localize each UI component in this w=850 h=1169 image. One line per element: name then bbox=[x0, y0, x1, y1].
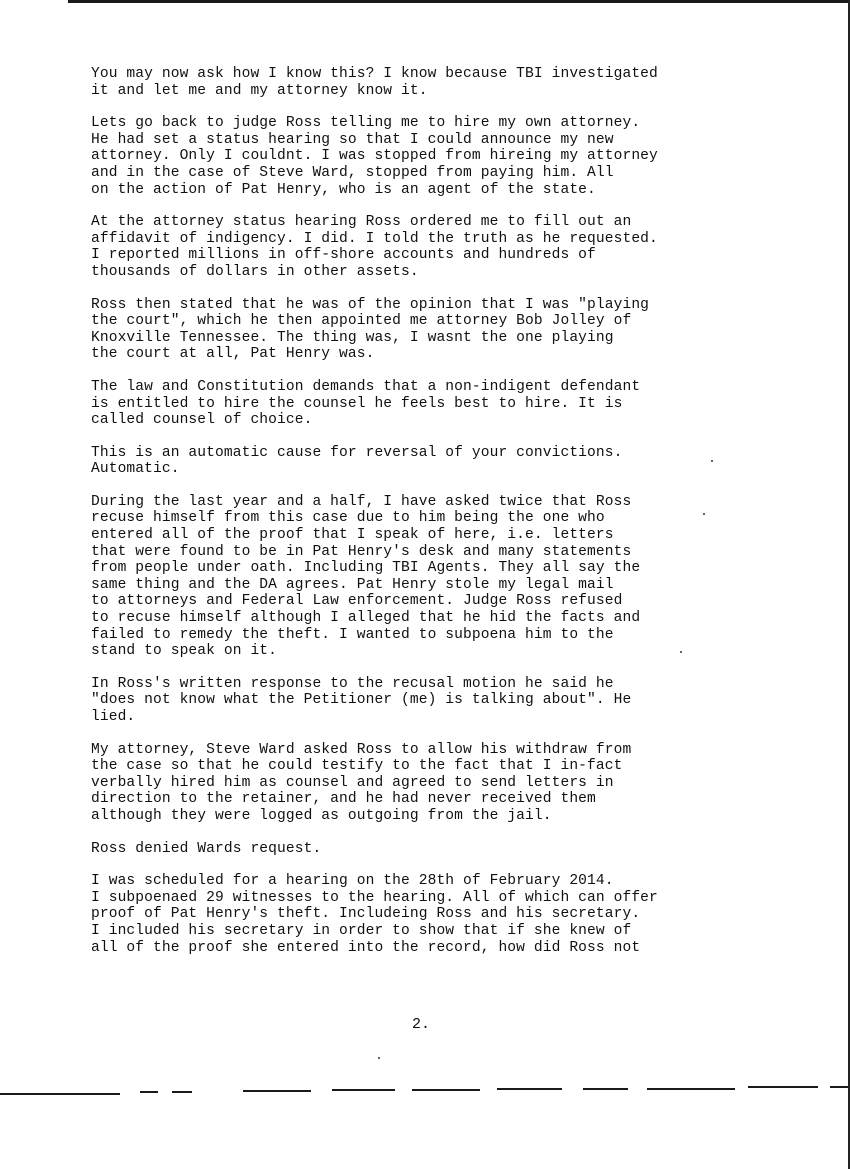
paragraph: I was scheduled for a hearing on the 28th of February 2014. I subpoenaed 29 witnesses to the hearing. All of which can offer proof of Pat Henry's theft. Includeing Ross and his secretary. I included his secretary in order to show that if she knew of all of the proof she entered into the record, how did Ross not bbox=[91, 873, 658, 956]
paragraph: Lets go back to judge Ross telling me to hire my own attorney. He had set a status hearing so that I could announce my new attorney. Only I couldnt. I was stopped from hireing my attorney and in the case of Steve Ward, stopped from paying him. All on the action of Pat Henry, who is an agent of the state. bbox=[91, 115, 658, 198]
page-number: 2. bbox=[412, 1016, 431, 1033]
footer-scan-line bbox=[0, 1093, 120, 1095]
footer-scan-line bbox=[497, 1088, 562, 1090]
paragraph: During the last year and a half, I have asked twice that Ross recuse himself from this case due to him being the one who entered all of the proof that I speak of here, i.e. letters that were found to be in Pat Henry's desk and many statements from people under oath. Including TBI Agents. They all say the same thing and the DA agrees. Pat Henry stole my legal mail to attorneys and Federal Law enforcement. Judge Ross refused to recuse himself although I alleged that he hid the facts and failed to remedy the theft. I wanted to subpoena him to the stand to speak on it. bbox=[91, 493, 641, 660]
scan-speck bbox=[378, 1057, 380, 1059]
footer-scan-line bbox=[412, 1089, 480, 1091]
paragraph: You may now ask how I know this? I know because TBI investigated it and let me and my attorney know it. bbox=[91, 66, 658, 99]
footer-scan-line bbox=[830, 1086, 848, 1088]
footer-scan-line bbox=[243, 1090, 311, 1092]
footer-scan-line bbox=[332, 1089, 395, 1091]
paragraph: My attorney, Steve Ward asked Ross to allow his withdraw from the case so that he could testify to the fact that I in-fact verbally hired him as counsel and agreed to send letters in direction to the retainer, and he had never received them although they were logged as outgoing from the jail. bbox=[91, 741, 632, 824]
paragraph: Ross denied Wards request. bbox=[91, 840, 322, 857]
footer-scan-line bbox=[172, 1091, 192, 1093]
top-scan-border bbox=[68, 0, 850, 3]
paragraph: This is an automatic cause for reversal of your convictions. Automatic. bbox=[91, 444, 623, 478]
letter-body bbox=[91, 66, 751, 972]
paragraph: At the attorney status hearing Ross ordered me to fill out an affidavit of indigency. I did. I told the truth as he requested. I reported millions in off-shore accounts and hundreds of thousands of dollars in other assets. bbox=[91, 214, 658, 280]
paragraph: In Ross's written response to the recusal motion he said he "does not know what the Petitioner (me) is talking about". He lied. bbox=[91, 675, 632, 725]
paragraph: The law and Constitution demands that a non-indigent defendant is entitled to hire the counsel he feels best to hire. It is called counsel of choice. bbox=[91, 378, 641, 429]
paragraph: Ross then stated that he was of the opinion that I was "playing the court", which he then appointed me attorney Bob Jolley of Knoxville Tennessee. The thing was, I wasnt the one playing the court at all, Pat Henry was. bbox=[91, 296, 650, 363]
footer-scan-line bbox=[583, 1088, 628, 1090]
scan-speck bbox=[680, 651, 682, 653]
footer-scan-line bbox=[140, 1091, 158, 1093]
scan-speck bbox=[711, 460, 713, 462]
scan-speck bbox=[703, 513, 705, 515]
footer-scan-line bbox=[748, 1086, 818, 1088]
footer-scan-line bbox=[647, 1088, 735, 1090]
